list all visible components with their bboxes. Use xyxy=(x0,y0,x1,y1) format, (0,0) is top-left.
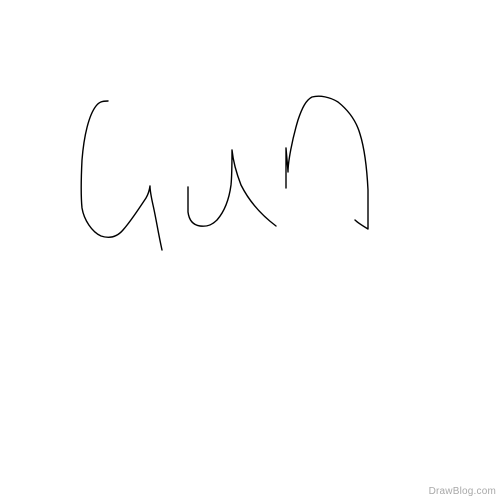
watermark-text: DrawBlog.com xyxy=(428,486,496,497)
ink-stroke-1 xyxy=(81,101,162,250)
ink-stroke-3 xyxy=(286,96,368,229)
ink-stroke-2 xyxy=(188,150,276,226)
